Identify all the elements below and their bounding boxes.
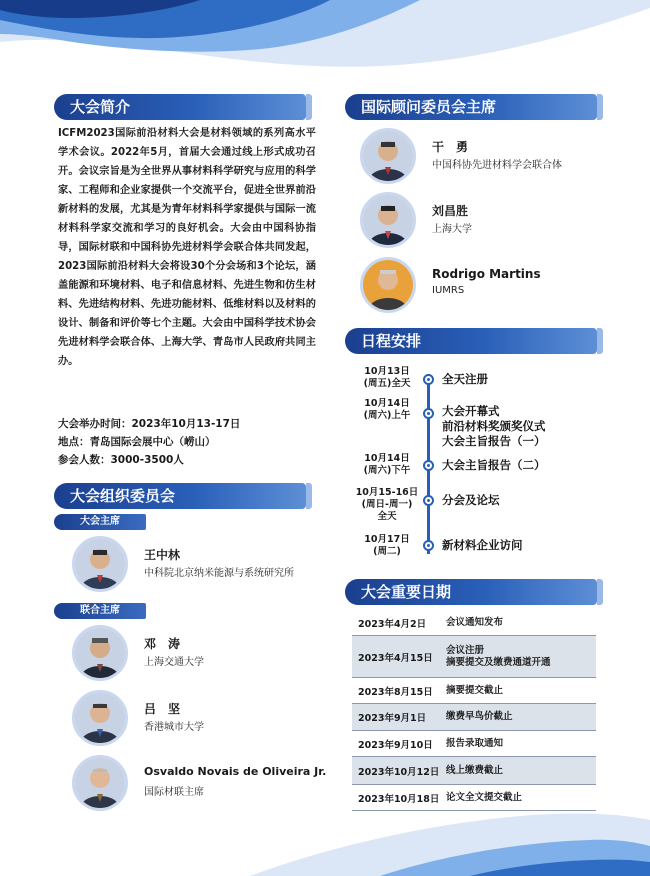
schedule-event: 分会及论坛 [442, 493, 500, 507]
cochair-person [72, 625, 322, 687]
timeline-dot [423, 374, 434, 385]
cochair-label: 联合主席 [54, 603, 146, 619]
advisory-member [360, 257, 600, 319]
table-cell-date: 2023年4月15日 [358, 652, 433, 664]
cochair-person [72, 755, 327, 817]
table-cell-date: 2023年8月15日 [358, 686, 433, 698]
cochair-org: 香港城市大学 [144, 722, 204, 733]
advisory-name: 干 勇 [432, 140, 469, 154]
schedule-date: 10月17日 (周二) [364, 534, 410, 557]
schedule-date: 10月14日 (周六)上午 [363, 398, 411, 421]
conference-venue: 地点：青岛国际会展中心（崂山） [58, 436, 216, 448]
table-row [352, 611, 596, 636]
avatar [360, 257, 416, 313]
timeline-dot [423, 540, 434, 551]
top-wave-decoration [0, 0, 650, 95]
advisory-org: IUMRS [432, 285, 465, 296]
schedule-date: 10月13日 (周五)全天 [363, 366, 411, 389]
advisory-name: Rodrigo Martins [432, 267, 541, 281]
table-row [352, 785, 596, 811]
chair-person [72, 536, 322, 598]
table-cell-event: 摘要提交截止 [446, 684, 504, 696]
intro-heading: 大会简介 [54, 94, 306, 120]
conference-time: 大会举办时间：2023年10月13-17日 [58, 418, 241, 430]
schedule-date: 10月15-16日 (周日-周一) 全天 [355, 487, 419, 522]
avatar [360, 192, 416, 248]
schedule-event: 全天注册 [442, 372, 488, 386]
table-row [352, 678, 596, 704]
cochair-name: 吕 坚 [144, 702, 181, 716]
key-dates-heading: 大会重要日期 [345, 579, 597, 605]
table-cell-date: 2023年10月18日 [358, 793, 440, 805]
advisory-name: 刘昌胜 [432, 204, 469, 218]
cochair-org: 国际材联主席 [144, 787, 204, 798]
chair-label: 大会主席 [54, 514, 146, 530]
timeline-dot [423, 460, 434, 471]
cochair-name: 邓 涛 [144, 637, 181, 651]
schedule-event: 新材料企业访问 [442, 538, 523, 552]
table-row [352, 636, 596, 678]
avatar [72, 690, 128, 746]
avatar [360, 128, 416, 184]
schedule-date: 10月14日 (周六)下午 [363, 453, 411, 476]
avatar [72, 625, 128, 681]
table-cell-event: 缴费早鸟价截止 [446, 711, 513, 722]
schedule-event: 大会主旨报告（二） [442, 458, 546, 472]
cochair-name: Osvaldo Novais de Oliveira Jr. [144, 765, 327, 778]
timeline-dot [423, 495, 434, 506]
avatar [72, 536, 128, 592]
chair-name: 王中林 [144, 548, 181, 562]
table-cell-date: 2023年4月2日 [358, 619, 427, 630]
chair-org: 中科院北京纳米能源与系统研究所 [144, 568, 294, 579]
table-cell-event: 报告录取通知 [446, 737, 504, 749]
table-cell-event: 会议通知发布 [446, 617, 504, 628]
cochair-person [72, 690, 322, 752]
table-cell-date: 2023年10月12日 [358, 766, 440, 778]
schedule-timeline [352, 362, 602, 562]
advisory-heading: 国际顾问委员会主席 [345, 94, 597, 120]
table-cell-event: 线上缴费截止 [446, 764, 504, 776]
table-cell-event: 论文全文提交截止 [446, 791, 523, 803]
intro-paragraph: ICFM2023国际前沿材料大会是材料领域的系列高水平学术会议。2022年5月，首届大会通过线上形式成功召开。会议宗旨是为全世界从事材料科学研究与应用的科学家、工程师和企业家提供一个交流平台，促进全世界前沿新材料的发展，尤其是为青年材料科学家提供与国际一流材料科学家交流和学习的良好机会。大会由中国科协指导，国际材联和中国科协先进材料学会联合体共同发起，2023国际前沿材料大会将设30个分会场和3个论坛，涵盖能源和环境材料、电子和信息材料、先进生物和仿生材料、先进结构材料、先进功能材料、低维材料以及材料的设计、制备和评价等七个主题。大会由中国科学技术协会先进材料学会联合体、上海大学、青岛市人民政府共同主办。 [58, 128, 316, 367]
schedule-heading: 日程安排 [345, 328, 597, 354]
advisory-org: 中国科协先进材料学会联合体 [432, 160, 562, 171]
cochair-org: 上海交通大学 [144, 657, 204, 668]
table-cell-event: 会议注册 摘要提交及缴费通道开通 [446, 644, 551, 668]
schedule-event: 大会开幕式 前沿材料奖颁奖仪式 大会主旨报告（一） [442, 404, 546, 448]
timeline-dot [423, 408, 434, 419]
table-row [352, 731, 596, 757]
table-row [352, 757, 596, 785]
advisory-org: 上海大学 [432, 224, 472, 235]
organizing-heading: 大会组织委员会 [54, 483, 306, 509]
key-dates-table [352, 611, 596, 811]
advisory-member [360, 192, 600, 254]
avatar [72, 755, 128, 811]
attendee-count: 参会人数：3000-3500人 [58, 454, 184, 466]
table-cell-date: 2023年9月1日 [358, 713, 427, 724]
advisory-member [360, 128, 600, 190]
table-row [352, 704, 596, 731]
table-cell-date: 2023年9月10日 [358, 739, 433, 751]
